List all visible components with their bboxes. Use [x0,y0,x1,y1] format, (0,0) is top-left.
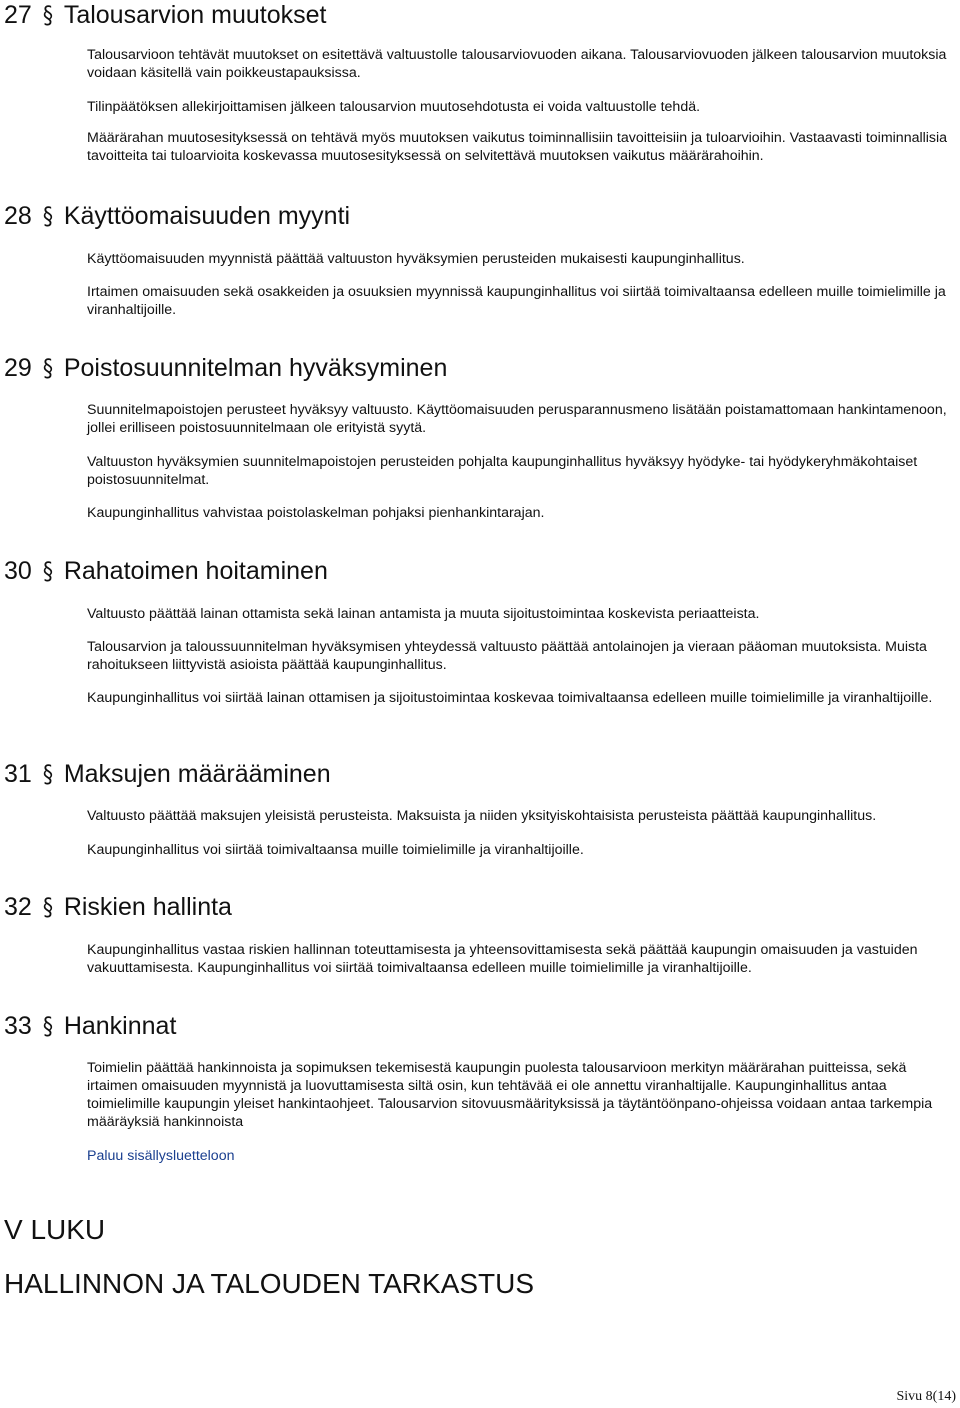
paragraph: Tilinpäätöksen allekirjoittamisen jälkeen talousarvion muutosehdotusta ei voida valtuustolle tehdä. [87,99,701,115]
section-heading-31 [4,759,331,789]
section-title: Rahatoimen hoitaminen [63,557,328,585]
section-sign-icon: § [42,1012,53,1040]
paragraph: Kaupunginhallitus vastaa riskien hallinnan toteuttamisesta ja yhteensovittamisesta sekä päättää kaupungin omaisuuden ja vastuiden vakuuttamisesta. Kaupunginhallitus voi siirtää toimivaltaansa edelleen muille toimielimille ja viranhaltijoille. [87,942,918,976]
section-title: Käyttöomaisuuden myynti [63,202,351,230]
section-title: Hankinnat [63,1012,177,1040]
paragraph: Valtuusto päättää maksujen yleisistä perusteista. Maksuista ja niiden yksityiskohtaisista perusteista päättää kaupunginhallitus. [87,808,877,824]
paragraph: Irtaimen omaisuuden sekä osakkeiden ja osuuksien myynnissä kaupunginhallitus voi siirtää toimivaltaansa edelleen muille toimielimille ja viranhaltijoille. [87,284,946,318]
paragraph: Suunnitelmapoistojen perusteet hyväksyy valtuusto. Käyttöomaisuuden perusparannusmeno lisätään poistamattomaan hankintamenoon, jollei erilliseen poistosuunnitelmaan ole erityistä syytä. [87,402,947,436]
paragraph: Kaupunginhallitus voi siirtää toimivaltaansa muille toimielimille ja viranhaltijoille. [87,842,584,858]
paragraph: Kaupunginhallitus voi siirtää lainan ottamisen ja sijoitustoimintaa koskevaa toimivaltaansa edelleen muille toimielimille ja viranhaltijoille. [87,690,933,706]
back-to-toc-link[interactable]: Paluu sisällysluetteloon [87,1148,235,1164]
paragraph: Käyttöomaisuuden myynnistä päättää valtuuston hyväksymien perusteiden mukaisesti kaupunginhallitus. [87,251,745,267]
section-title: Poistosuunnitelman hyväksyminen [63,354,448,382]
paragraph: Määrärahan muutosesityksessä on tehtävä myös muutoksen vaikutus toiminnallisiin tavoitteisiin ja tuloarvioihin. Vastaavasti toiminnallisia tavoitteita tai tuloarvioita koskevassa muutosesityksessä on selvitettävä muutoksen vaikutus määrärahoihin. [87,130,948,164]
chapter-title: HALLINNON JA TALOUDEN TARKASTUS [4,1268,535,1299]
paragraph: Valtuusto päättää lainan ottamista sekä lainan antamista ja muuta sijoitustoimintaa koskevista periaatteista. [87,606,760,622]
section-title: Riskien hallinta [63,893,232,921]
section-number: 30 [4,557,32,585]
section-heading-32 [4,892,232,922]
section-number: 32 [4,893,32,921]
section-sign-icon: § [42,557,53,585]
section-heading-27 [4,0,326,30]
section-sign-icon: § [42,202,53,230]
paragraph: Toimielin päättää hankinnoista ja sopimuksen tekemisestä kaupungin puolesta talousarvioon merkityn määrärahan puitteissa, sekä irtaimen omaisuuden myynnistä ja luovuttamisesta siltä osin, kun tehtävää ei ole annettu viranhaltijalle. Kaupunginhallitus antaa toimielimille kaupungin yleiset hankintaohjeet. Talousarvion sitovuusmäärityksissä ja täytäntöönpano-ohjeissa voidaan antaa tarkempia määräyksiä hankinnoista [87,1060,933,1130]
section-heading-33 [4,1011,176,1041]
section-sign-icon: § [42,893,53,921]
paragraph: Talousarvioon tehtävät muutokset on esitettävä valtuustolle talousarviovuoden aikana. Talousarviovuoden jälkeen talousarvion muutoksia voidaan käsitellä vain poikkeustapauksissa. [87,47,947,81]
section-number: 33 [4,1012,32,1040]
paragraph: Valtuuston hyväksymien suunnitelmapoistojen perusteiden pohjalta kaupunginhallitus hyväksyy hyödyke- tai hyödykeryhmäkohtaiset poistosuunnitelmat. [87,454,918,488]
section-heading-28 [4,201,350,231]
section-number: 28 [4,202,32,230]
chapter-number: V LUKU [4,1214,106,1245]
section-sign-icon: § [42,760,53,788]
section-sign-icon: § [42,1,53,29]
section-title: Maksujen määrääminen [63,760,331,788]
paragraph: Kaupunginhallitus vahvistaa poistolaskelman pohjaksi pienhankintarajan. [87,505,545,521]
section-number: 31 [4,760,32,788]
page-number: Sivu 8(14) [896,1389,956,1404]
section-number: 27 [4,1,32,29]
section-sign-icon: § [42,354,53,382]
section-heading-30 [4,556,328,586]
section-heading-29 [4,353,447,383]
section-number: 29 [4,354,32,382]
section-title: Talousarvion muutokset [63,1,327,29]
paragraph: Talousarvion ja taloussuunnitelman hyväksymisen yhteydessä valtuusto päättää antolainojen ja vieraan pääoman muutoksista. Muista rahoitukseen liittyvistä asioista päättää kaupunginhallitus. [87,639,927,673]
